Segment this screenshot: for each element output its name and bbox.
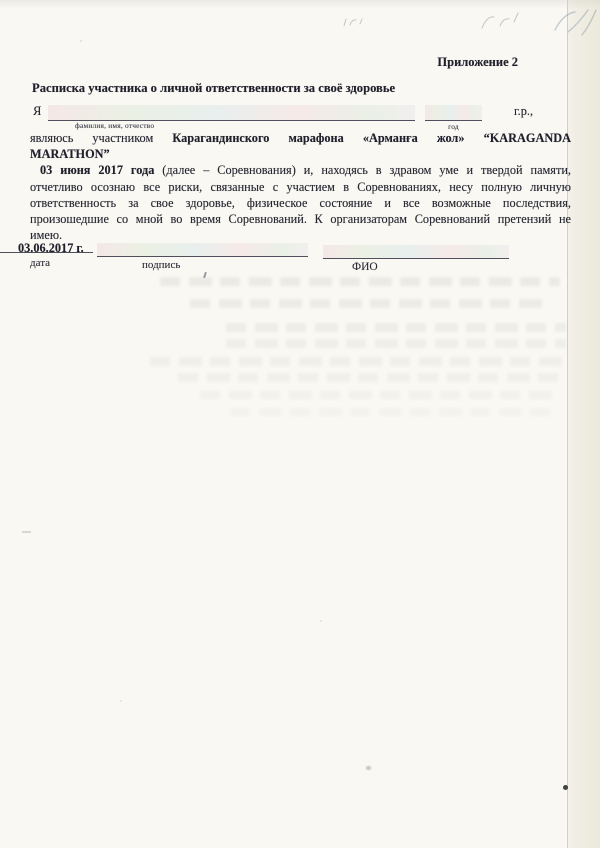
full-name-field[interactable] — [48, 105, 415, 121]
bleed-through-band — [160, 277, 560, 286]
statement-line-2: отчетливо осознаю все риски, связанные с участием в Соревнованиях, несу полную личную — [30, 179, 571, 194]
bleed-through-band — [178, 373, 563, 382]
paper-speck — [320, 620, 322, 622]
pencil-mark — [22, 531, 31, 533]
signature-field[interactable] — [97, 243, 308, 257]
statement-line-1-rest: (далее – Соревнования) и, находясь в здравом уме и твердой памяти, — [162, 163, 571, 178]
date-caption: дата — [30, 257, 51, 269]
paper-speck — [557, 168, 560, 170]
birth-year-caption: год — [448, 122, 459, 131]
paper-speck — [120, 700, 122, 702]
smudge-mark — [366, 766, 371, 770]
statement-line-4: произошедшие со мной во время Соревнований. К организаторам Соревнований претензий не — [30, 212, 571, 227]
full-name-signature-caption: ФИО — [352, 261, 378, 273]
event-name-ru: Карагандинского марафона «Арманға жол» — [172, 131, 465, 145]
signature-caption: подпись — [142, 259, 181, 271]
appendix-label: Приложение 2 — [437, 55, 518, 69]
event-name-en-part2: MARATHON” — [30, 147, 110, 162]
waiver-paragraph — [30, 130, 571, 243]
full-name-signature-field[interactable] — [323, 245, 509, 259]
pronoun-label: Я — [33, 104, 42, 118]
full-name-caption: фамилия, имя, отчество — [75, 121, 155, 130]
bleed-through-band — [226, 323, 566, 332]
pencil-scribbles — [330, 2, 600, 48]
bleed-through-band — [230, 408, 550, 416]
birth-year-suffix: г.р., — [514, 104, 534, 118]
paragraph-line-participation — [30, 130, 571, 146]
page-title: Расписка участника о личной ответственности за своё здоровье — [32, 81, 396, 95]
event-name-en-part1: “KARAGANDA — [483, 131, 572, 145]
date-value: 03.06.2017 г. — [18, 241, 84, 255]
statement-line-3: ответственность за свое здоровье, физическое состояние и все возможные последствия, — [30, 195, 571, 210]
statement-line-5: имею. — [30, 228, 63, 243]
event-date: 03 июня 2017 года — [40, 163, 155, 178]
birth-year-field[interactable] — [425, 105, 482, 121]
bleed-through-band — [190, 299, 550, 308]
bleed-through-band — [200, 391, 560, 399]
page-scan-right-edge — [567, 0, 600, 848]
bleed-through-band — [226, 339, 566, 348]
date-field — [0, 240, 93, 253]
participation-prefix: являюсь участником — [30, 131, 154, 145]
statement-line-1 — [30, 162, 571, 178]
paper-speck — [80, 40, 82, 42]
ink-dot — [563, 785, 568, 790]
bleed-through-band — [150, 357, 565, 366]
